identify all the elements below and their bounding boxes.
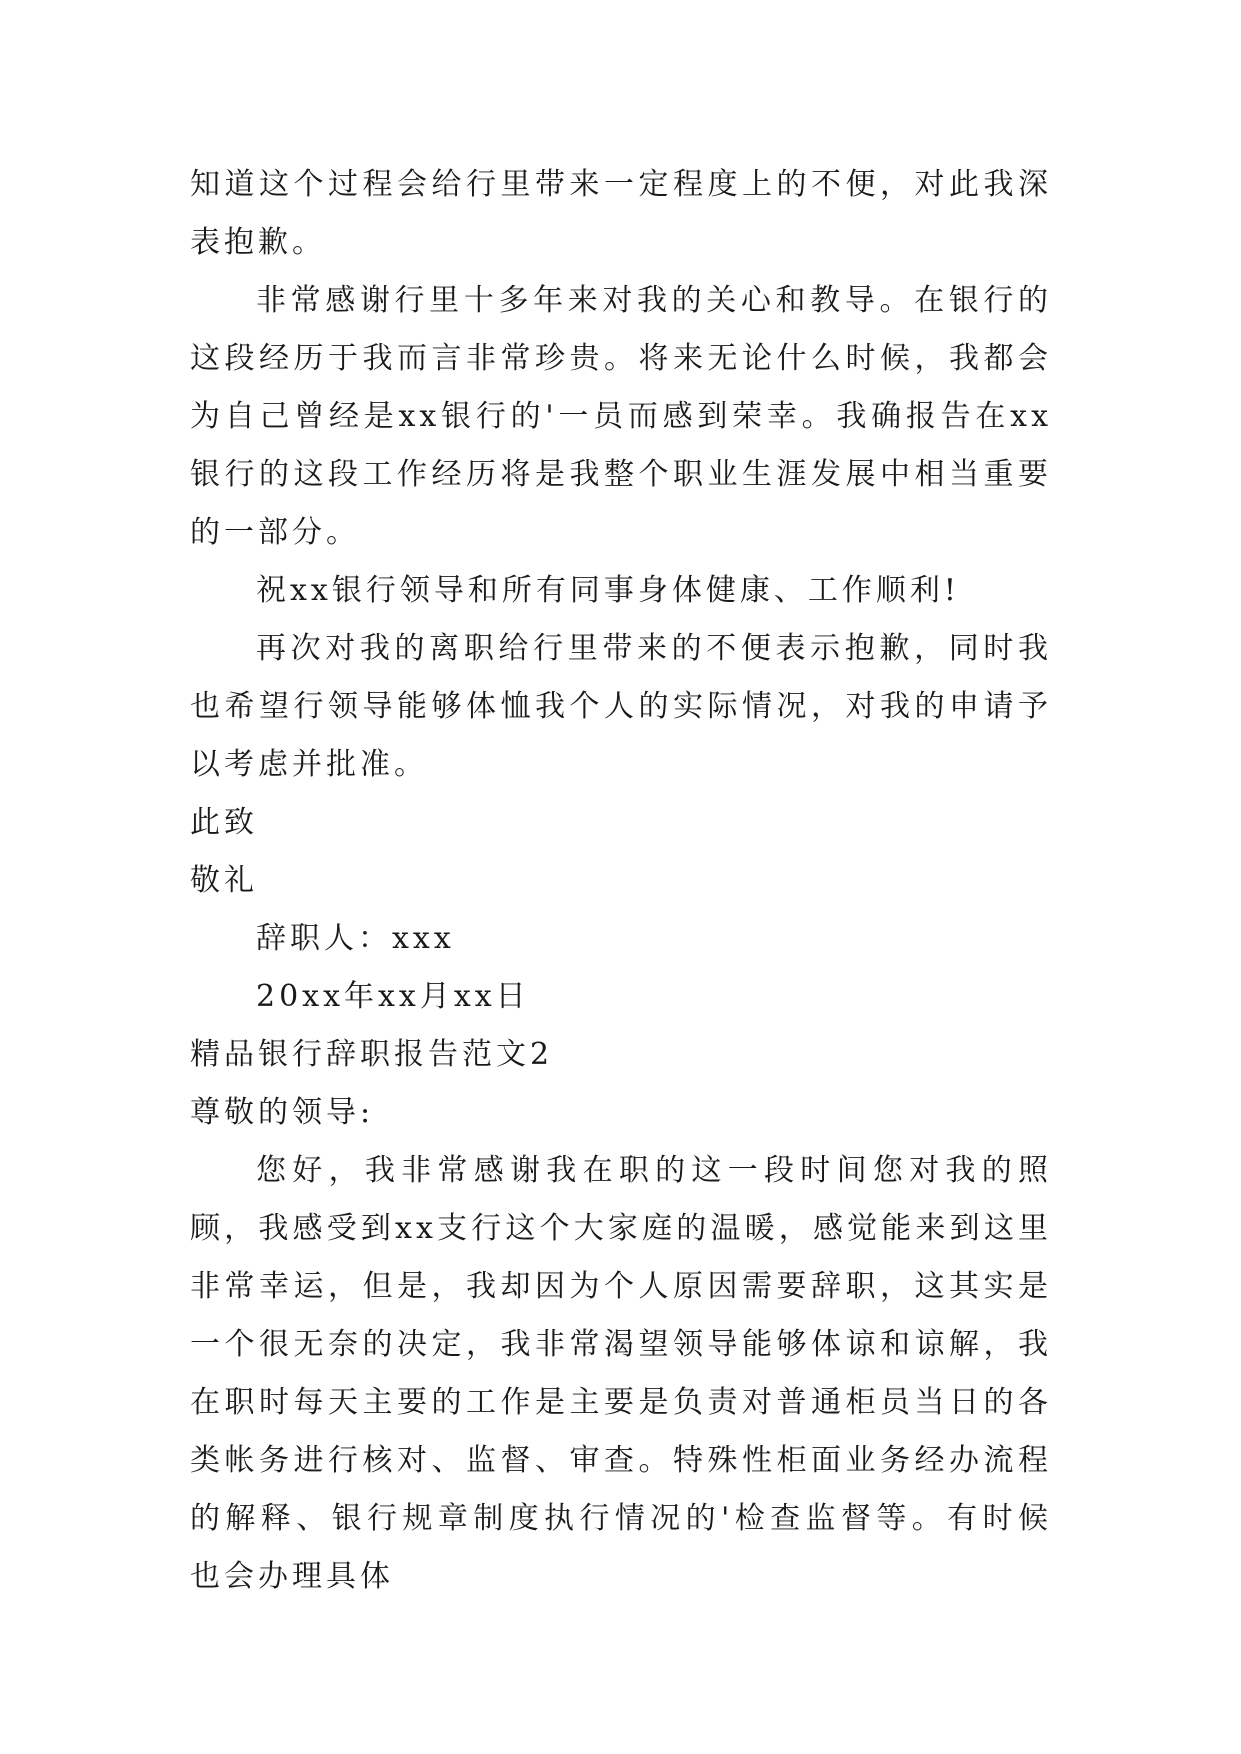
section-heading: 精品银行辞职报告范文2: [190, 1037, 554, 1072]
closing-salutation: 此致: [190, 805, 258, 840]
date-line: 20xx年xx月xx日: [256, 979, 530, 1014]
paragraph-wishes: 祝xx银行领导和所有同事身体健康、工作顺利!: [256, 573, 960, 608]
signature-line: 辞职人：xxx: [256, 921, 455, 956]
paragraph-request: 再次对我的离职给行里带来的不便表示抱歉，同时我也希望行领导能够体恤我个人的实际情况，对我的申请予以考虑并批准。: [190, 631, 1052, 782]
greeting-line: 尊敬的领导:: [190, 1095, 375, 1130]
paragraph-apology: 知道这个过程会给行里带来一定程度上的不便，对此我深表抱歉。: [190, 167, 1052, 260]
closing-regards: 敬礼: [190, 863, 258, 898]
paragraph-body: 您好，我非常感谢我在职的这一段时间您对我的照顾，我感受到xx支行这个大家庭的温暖，感觉能来到这里非常幸运，但是，我却因为个人原因需要辞职，这其实是一个很无奈的决定，我非常渴望领导能够体谅和谅解，我在职时每天主要的工作是主要是负责对普通柜员当日的各类帐务进行核对、监督、审查。特殊性柜面业务经办流程的解释、银行规章制度执行情况的'检查监督等。有时候也会办理具体: [190, 1153, 1052, 1594]
paragraph-gratitude: 非常感谢行里十多年来对我的关心和教导。在银行的这段经历于我而言非常珍贵。将来无论什么时候，我都会为自己曾经是xx银行的'一员而感到荣幸。我确报告在xx银行的这段工作经历将是我整个职业生涯发展中相当重要的一部分。: [190, 283, 1052, 550]
document-body: [190, 156, 1052, 1606]
